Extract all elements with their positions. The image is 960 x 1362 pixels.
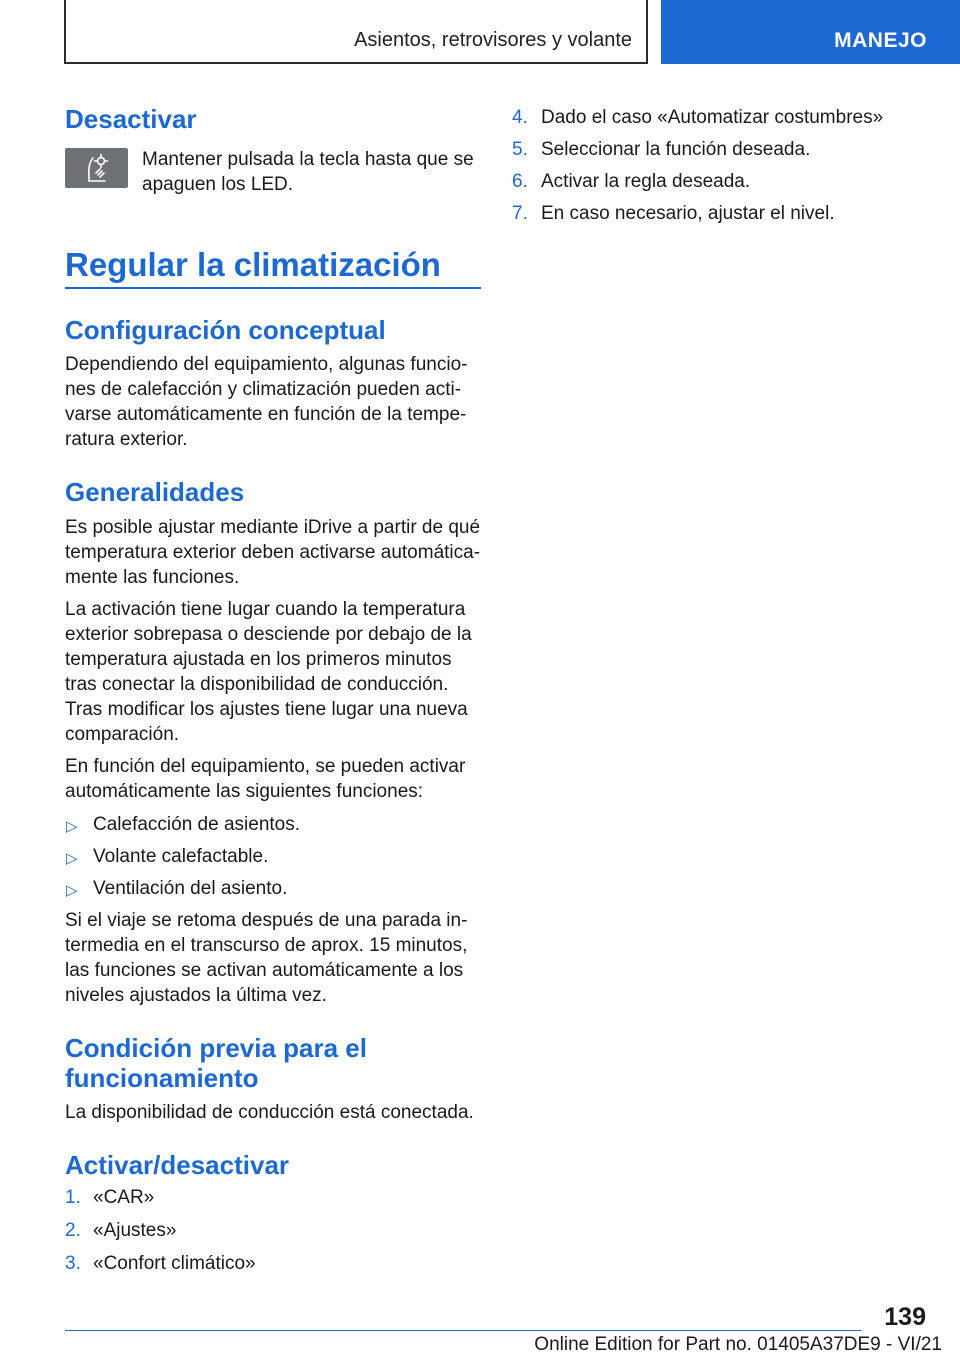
general-line: Es posible ajustar mediante iDrive a partir de qué (65, 517, 481, 538)
triangle-bullet-icon: ▷ (66, 818, 78, 835)
step-text: Dado el caso «Automatizar costumbres» (541, 107, 884, 128)
general-line: En función del equipamiento, se pueden activar (65, 756, 466, 777)
seat-ventilation-icon (65, 148, 128, 188)
cond-heading-line-2: funcionamiento (65, 1063, 259, 1093)
general-line: temperatura ajustada en los primeros minutos (65, 649, 452, 670)
step-text: «Confort climático» (93, 1253, 256, 1274)
general-line: niveles ajustados la última vez. (65, 985, 327, 1006)
general-line: las funciones se activan automáticamente a los (65, 960, 464, 981)
general-line: comparación. (65, 724, 180, 745)
general-line: Tras modificar los ajustes tiene lugar una nueva (65, 699, 468, 720)
bullet-item: Ventilación del asiento. (93, 878, 288, 899)
section-heading-rule (65, 287, 481, 289)
header-section-title: Asientos, retrovisores y volante (354, 29, 632, 51)
general-paragraph-3 (65, 754, 485, 804)
chapter-tab-label: MANEJO (834, 29, 927, 52)
bullet-item: Volante calefactable. (93, 846, 269, 867)
config-line: nes de calefacción y climatización pueden acti‐ (65, 379, 462, 400)
triangle-bullet-icon: ▷ (66, 882, 78, 899)
footer-rule (65, 1330, 861, 1331)
footer-edition: Online Edition for Part no. 01405A37DE9 - VI/21 (534, 1334, 942, 1355)
general-line: Si el viaje se retoma después de una parada in‐ (65, 910, 468, 931)
config-heading: Configuración conceptual (65, 315, 386, 345)
general-paragraph-1 (65, 515, 485, 590)
general-line: automáticamente las siguientes funciones: (65, 781, 424, 802)
bullet-item: Calefacción de asientos. (93, 814, 301, 835)
header-section-box (64, 0, 648, 64)
cond-text: La disponibilidad de conducción está conectada. (65, 1102, 474, 1123)
triangle-bullet-icon: ▷ (66, 850, 78, 867)
step-number: 4. (512, 107, 528, 128)
step-number: 1. (65, 1187, 81, 1208)
config-paragraph (65, 352, 485, 452)
general-line: La activación tiene lugar cuando la temperatura (65, 599, 466, 620)
desactivar-text-line-1: Mantener pulsada la tecla hasta que se (142, 149, 474, 170)
step-text: En caso necesario, ajustar el nivel. (541, 203, 835, 224)
step-number: 5. (512, 139, 528, 160)
general-heading: Generalidades (65, 477, 245, 507)
step-text: «Ajustes» (93, 1220, 177, 1241)
general-line: termedia en el transcurso de aprox. 15 minutos, (65, 935, 468, 956)
config-line: Dependiendo del equipamiento, algunas funcio‐ (65, 354, 468, 375)
general-paragraph-2 (65, 597, 485, 747)
general-paragraph-4 (65, 908, 485, 1008)
config-line: ratura exterior. (65, 429, 188, 450)
step-number: 2. (65, 1220, 81, 1241)
step-text: «CAR» (93, 1187, 155, 1208)
cond-heading-line-1: Condición previa para el (65, 1033, 367, 1063)
desactivar-heading: Desactivar (65, 104, 197, 134)
general-line: temperatura exterior deben activarse automática‐ (65, 542, 481, 563)
config-line: varse automáticamente en función de la tempe‐ (65, 404, 467, 425)
step-text: Activar la regla deseada. (541, 171, 751, 192)
general-line: tras conectar la disponibilidad de conducción. (65, 674, 449, 695)
step-text: Seleccionar la función deseada. (541, 139, 811, 160)
header-chapter-tab[interactable] (661, 0, 960, 64)
step-number: 3. (65, 1253, 81, 1274)
activar-heading: Activar/desactivar (65, 1150, 290, 1180)
desactivar-text-line-2: apaguen los LED. (142, 174, 294, 195)
section-heading: Regular la climatización (65, 246, 441, 283)
page-number: 139 (884, 1303, 926, 1331)
seat-ventilation-icon-graphic (65, 148, 128, 188)
general-line: mente las funciones. (65, 567, 240, 588)
step-number: 7. (512, 203, 528, 224)
step-number: 6. (512, 171, 528, 192)
general-line: exterior sobrepasa o desciende por debajo de la (65, 624, 472, 645)
